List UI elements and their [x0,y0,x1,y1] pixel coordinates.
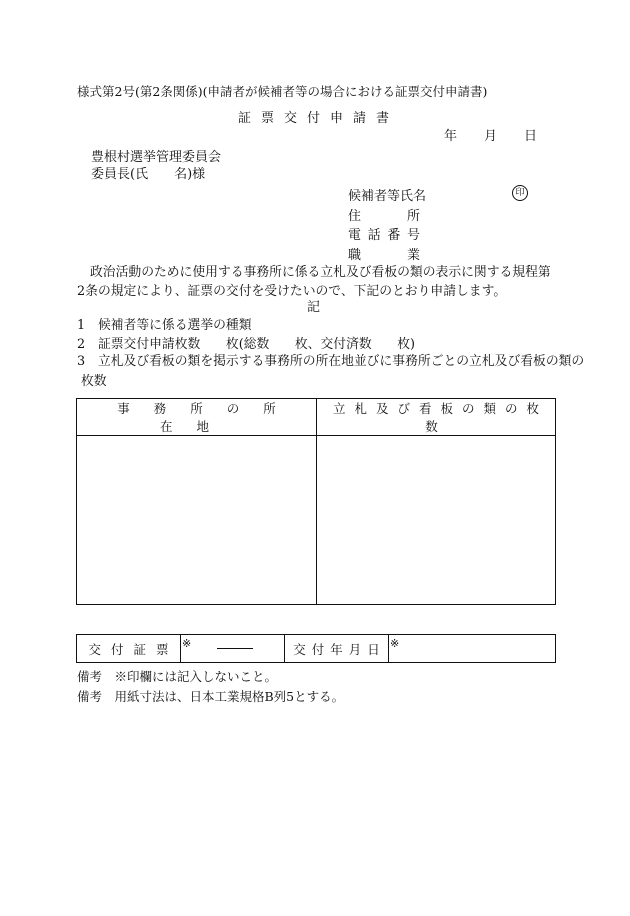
year-label: 年 [444,129,458,144]
date-line [444,130,537,143]
applicant-occupation-label: 職業 [348,247,420,263]
month-label: 月 [484,129,498,144]
sign-count-header: 立札及び看板の類の枚数 [317,399,556,436]
form-title: 証票交付申請書 [238,111,400,126]
note-office-use: 備考 ※印欄には記入しないこと。 [77,669,278,684]
issue-date-label: 交付年月日 [285,635,389,663]
applicant-address-label: 住所 [348,208,420,224]
sign-count-cell[interactable] [317,436,556,605]
applicant-phone-row [348,226,426,246]
item-office-locations: 3 立札及び看板の類を掲示する事務所の所在地並びに事務所ごとの立札及び看板の類の [77,354,585,369]
seal-mark: 印 [512,185,528,201]
dash-line [217,648,253,649]
note-paper-size: 備考 用紙寸法は、日本工業規格B列5とする。 [77,689,345,704]
day-label: 日 [524,129,538,144]
office-use-mark: ※ [182,637,192,650]
addressee-chair: 委員長(氏 名)様 [91,167,206,182]
applicant-name-label: 候補者等氏名 [348,189,427,204]
addressee-committee: 豊根村選挙管理委員会 [91,150,222,165]
issue-date-cell [389,635,556,663]
applicant-phone-label: 電話番号 [348,228,420,243]
item-office-locations-cont: 枚数 [81,374,107,389]
office-use-mark-2: ※ [390,637,400,650]
issued-certificate-cell [181,635,285,663]
office-location-header: 事務所の所在地 [77,399,317,436]
item-election-type: 1 候補者等に係る選挙の種類 [77,318,252,333]
issuance-table [76,634,556,663]
ki-heading: 記 [307,300,321,315]
office-location-cell[interactable] [77,436,317,605]
form-heading: 様式第2号(第2条関係)(申請者が候補者等の場合における証票交付申請書) [77,84,488,99]
issued-certificate-label: 交付証票 [77,635,181,663]
applicant-block [348,187,426,265]
office-sign-table [76,398,556,605]
applicant-address-row [348,207,426,227]
item-requested-count: 2 証票交付申請枚数 枚(総数 枚、交付済数 枚) [77,337,416,352]
application-statement: 政治活動のために使用する事務所に係る立札及び看板の類の表示に関する規程第2条の規定により、証票の交付を受けたいので、下記のとおり申請します。 [77,265,551,299]
applicant-name-row [348,187,426,207]
